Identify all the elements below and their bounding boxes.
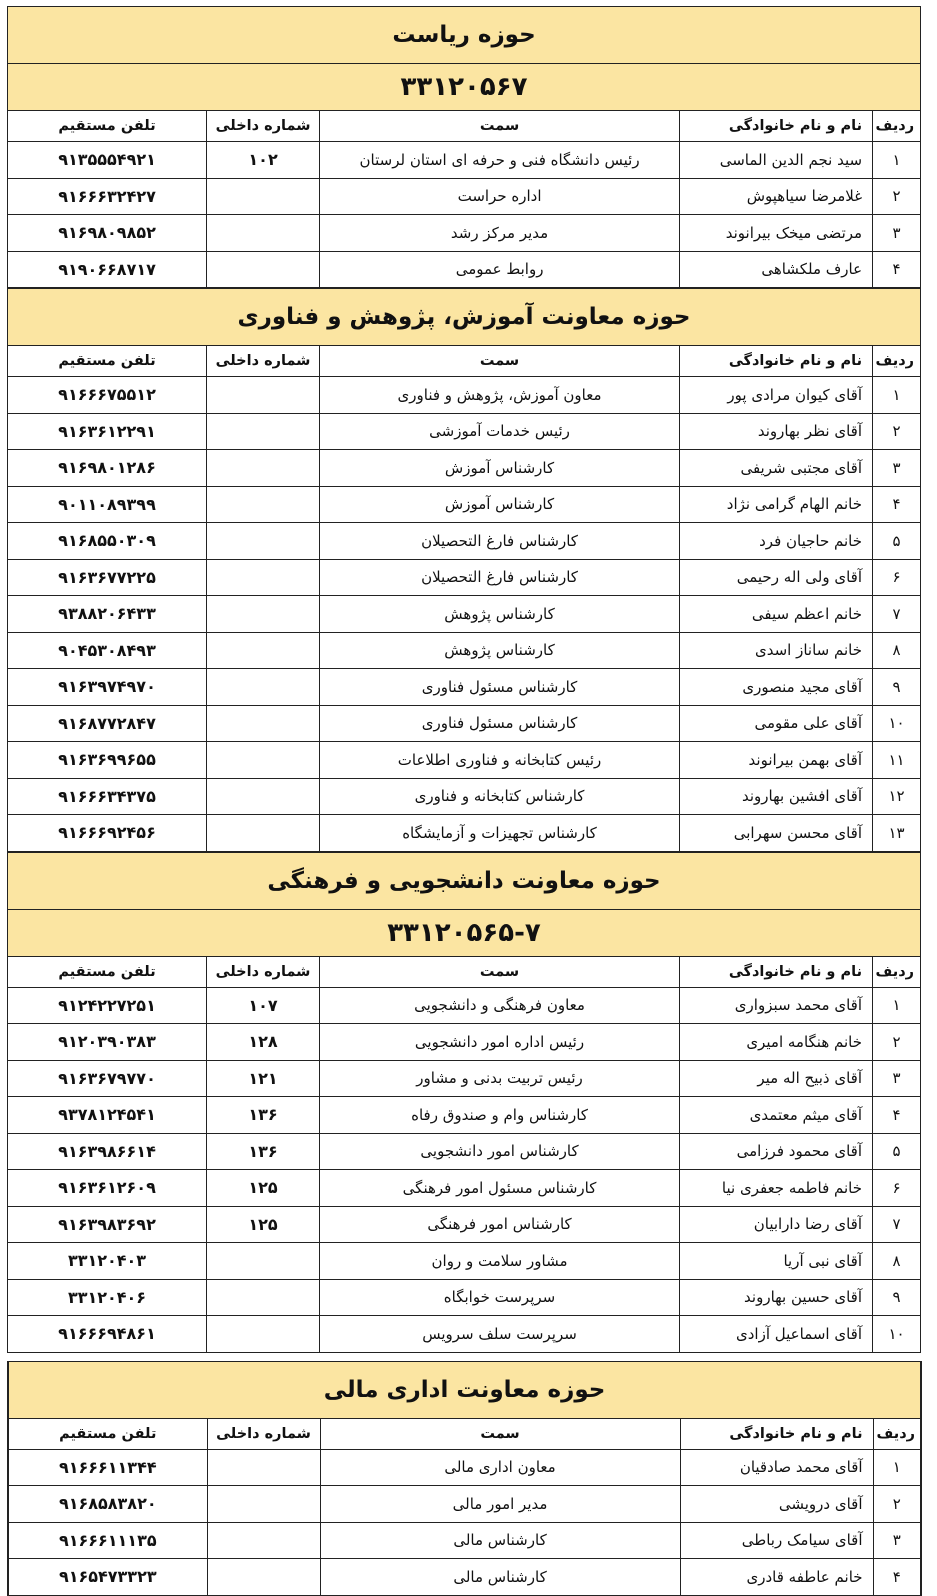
person-name: خانم حاجیان فرد xyxy=(680,523,873,560)
person-name: آقای سیامک رباطی xyxy=(680,1522,873,1559)
table-row xyxy=(8,1316,921,1353)
row-header: ردیف xyxy=(873,111,921,142)
table-row xyxy=(8,523,921,560)
extension xyxy=(207,778,320,815)
extension xyxy=(207,705,320,742)
table-row xyxy=(8,251,921,288)
position: مدیر مرکز رشد xyxy=(320,215,680,252)
person-name: آقای علی مقومی xyxy=(680,705,873,742)
person-name: سید نجم الدین الماسی xyxy=(680,142,873,179)
position: کارشناس امور فرهنگی xyxy=(320,1206,680,1243)
table-row xyxy=(8,142,921,179)
row-number: ۳ xyxy=(873,1060,921,1097)
row-number: ۴ xyxy=(873,251,921,288)
position: کارشناس فارغ التحصیلان xyxy=(320,523,680,560)
direct-phone: ۹۱۳۵۵۵۴۹۲۱ xyxy=(8,142,207,179)
position: رئیس خدمات آموزشی xyxy=(320,413,680,450)
direct-phone: ۹۱۶۶۶۱۱۳۴۴ xyxy=(8,1449,207,1486)
position: کارشناس مالی xyxy=(320,1522,680,1559)
direct-phone: ۹۱۶۳۶۱۲۲۹۱ xyxy=(8,413,207,450)
table-row xyxy=(8,1243,921,1280)
name-header: نام و نام خانوادگی xyxy=(680,346,873,377)
row-number: ۳ xyxy=(873,1522,921,1559)
direct-phone: ۹۱۶۶۶۹۴۸۶۱ xyxy=(8,1316,207,1353)
extension xyxy=(207,1486,320,1523)
row-number: ۱ xyxy=(873,987,921,1024)
person-name: آقای بهمن بیرانوند xyxy=(680,742,873,779)
direct-phone: ۹۱۶۳۹۷۴۹۷۰ xyxy=(8,669,207,706)
row-number: ۸ xyxy=(873,632,921,669)
row-number: ۸ xyxy=(873,1243,921,1280)
table-row xyxy=(8,559,921,596)
row-number: ۲ xyxy=(873,413,921,450)
direct-phone: ۹۱۶۸۵۵۰۳۰۹ xyxy=(8,523,207,560)
table-row xyxy=(8,778,921,815)
person-name: آقای محمود فرزامی xyxy=(680,1133,873,1170)
position: کارشناس مسئول امور فرهنگی xyxy=(320,1170,680,1207)
header-row xyxy=(8,956,921,987)
direct-phone: ۹۱۶۶۶۳۲۴۲۷ xyxy=(8,178,207,215)
table-row xyxy=(8,1024,921,1061)
row-number: ۴ xyxy=(873,486,921,523)
table-row xyxy=(8,815,921,852)
person-name: عارف ملکشاهی xyxy=(680,251,873,288)
position: کارشناس مسئول فناوری xyxy=(320,669,680,706)
direct-phone: ۹۰۴۵۳۰۸۴۹۳ xyxy=(8,632,207,669)
row-number: ۳ xyxy=(873,450,921,487)
direct-phone: ۳۳۱۲۰۴۰۳ xyxy=(8,1243,207,1280)
extension xyxy=(207,450,320,487)
extension: ۱۲۵ xyxy=(207,1170,320,1207)
row-number: ۲ xyxy=(873,178,921,215)
position: کارشناس امور دانشجویی xyxy=(320,1133,680,1170)
position: کارشناس مالی xyxy=(320,1559,680,1596)
direct-phone: ۹۱۶۳۶۱۲۶۰۹ xyxy=(8,1170,207,1207)
phone-header: تلفن مستقیم xyxy=(8,1418,207,1449)
person-name: خانم ساناز اسدی xyxy=(680,632,873,669)
table-row xyxy=(8,1279,921,1316)
person-name: آقای مجید منصوری xyxy=(680,669,873,706)
table-row xyxy=(8,178,921,215)
position: روابط عمومی xyxy=(320,251,680,288)
position: معاون اداری مالی xyxy=(320,1449,680,1486)
person-name: آقای ولی اله رحیمی xyxy=(680,559,873,596)
extension xyxy=(207,413,320,450)
person-name: آقای محسن سهرابی xyxy=(680,815,873,852)
person-name: آقای درویشی xyxy=(680,1486,873,1523)
position: کارشناس تجهیزات و آزمایشگاه xyxy=(320,815,680,852)
direct-phone: ۹۱۹۰۶۶۸۷۱۷ xyxy=(8,251,207,288)
direct-phone: ۹۱۶۳۹۸۳۶۹۲ xyxy=(8,1206,207,1243)
position: رئیس دانشگاه فنی و حرفه ای استان لرستان xyxy=(320,142,680,179)
extension xyxy=(207,377,320,414)
extension xyxy=(207,215,320,252)
extension xyxy=(207,669,320,706)
person-name: غلامرضا سیاهپوش xyxy=(680,178,873,215)
extension xyxy=(207,742,320,779)
position-header: سمت xyxy=(320,1418,680,1449)
row-number: ۱ xyxy=(873,142,921,179)
table-row xyxy=(8,377,921,414)
extension-header: شماره داخلی xyxy=(207,346,320,377)
table-row xyxy=(8,1133,921,1170)
phone-header: تلفن مستقیم xyxy=(8,111,207,142)
section-table xyxy=(7,1361,922,1596)
direct-phone: ۹۱۶۶۶۷۵۵۱۲ xyxy=(8,377,207,414)
position: مشاور سلامت و روان xyxy=(320,1243,680,1280)
table-row xyxy=(8,705,921,742)
direct-phone: ۹۱۶۳۹۸۶۶۱۴ xyxy=(8,1133,207,1170)
phone-header: تلفن مستقیم xyxy=(8,346,207,377)
direct-phone: ۹۱۶۳۶۷۹۷۷۰ xyxy=(8,1060,207,1097)
header-row xyxy=(8,1418,921,1449)
position: کارشناس مسئول فناوری xyxy=(320,705,680,742)
direct-phone: ۹۱۶۳۶۹۹۶۵۵ xyxy=(8,742,207,779)
direct-phone: ۹۳۸۸۲۰۶۴۳۳ xyxy=(8,596,207,633)
person-name: آقای رضا دارابیان xyxy=(680,1206,873,1243)
row-number: ۱۰ xyxy=(873,705,921,742)
row-number: ۱ xyxy=(873,1449,921,1486)
row-header: ردیف xyxy=(873,346,921,377)
row-number: ۹ xyxy=(873,1279,921,1316)
header-row xyxy=(8,111,921,142)
extension xyxy=(207,486,320,523)
section-title: حوزه معاونت دانشجویی و فرهنگی xyxy=(8,852,921,909)
person-name: آقای نبی آریا xyxy=(680,1243,873,1280)
position: معاون فرهنگی و دانشجویی xyxy=(320,987,680,1024)
row-number: ۱۲ xyxy=(873,778,921,815)
person-name: آقای اسماعیل آزادی xyxy=(680,1316,873,1353)
row-number: ۱۱ xyxy=(873,742,921,779)
section-phone-number: ۳۳۱۲۰۵۶۷ xyxy=(8,64,921,111)
table-row xyxy=(8,669,921,706)
row-number: ۲ xyxy=(873,1024,921,1061)
header-row xyxy=(8,346,921,377)
person-name: آقای حسین بهاروند xyxy=(680,1279,873,1316)
row-header: ردیف xyxy=(873,1418,921,1449)
extension-header: شماره داخلی xyxy=(207,1418,320,1449)
position: سرپرست خوابگاه xyxy=(320,1279,680,1316)
position-header: سمت xyxy=(320,111,680,142)
table-row xyxy=(8,486,921,523)
table-row xyxy=(8,1060,921,1097)
section-table xyxy=(7,6,921,288)
table-row xyxy=(8,632,921,669)
table-row xyxy=(8,215,921,252)
row-number: ۲ xyxy=(873,1486,921,1523)
position: کارشناس آموزش xyxy=(320,450,680,487)
position: رئیس تربیت بدنی و مشاور xyxy=(320,1060,680,1097)
section-title: حوزه معاونت آموزش، پژوهش و فناوری xyxy=(8,289,921,346)
table-row xyxy=(8,1097,921,1134)
direct-phone: ۹۱۶۹۸۰۱۲۸۶ xyxy=(8,450,207,487)
position: کارشناس وام و صندوق رفاه xyxy=(320,1097,680,1134)
phone-header: تلفن مستقیم xyxy=(8,956,207,987)
direct-phone: ۹۱۶۶۶۹۲۴۵۶ xyxy=(8,815,207,852)
table-row xyxy=(8,1170,921,1207)
person-name: آقای محمد سبزواری xyxy=(680,987,873,1024)
name-header: نام و نام خانوادگی xyxy=(680,1418,873,1449)
table-row xyxy=(8,1206,921,1243)
row-number: ۶ xyxy=(873,559,921,596)
direct-phone: ۹۱۶۸۵۸۳۸۲۰ xyxy=(8,1486,207,1523)
direct-phone: ۹۱۲۰۳۹۰۳۸۳ xyxy=(8,1024,207,1061)
person-name: خانم عاطفه قادری xyxy=(680,1559,873,1596)
extension: ۱۳۶ xyxy=(207,1097,320,1134)
position: کارشناس کتابخانه و فناوری xyxy=(320,778,680,815)
table-row xyxy=(8,742,921,779)
row-number: ۴ xyxy=(873,1559,921,1596)
extension: ۱۳۶ xyxy=(207,1133,320,1170)
person-name: آقای ذبیح اله میر xyxy=(680,1060,873,1097)
table-row xyxy=(8,987,921,1024)
position: کارشناس پژوهش xyxy=(320,632,680,669)
row-number: ۹ xyxy=(873,669,921,706)
extension xyxy=(207,559,320,596)
extension xyxy=(207,1449,320,1486)
row-number: ۶ xyxy=(873,1170,921,1207)
row-header: ردیف xyxy=(873,956,921,987)
position: اداره حراست xyxy=(320,178,680,215)
direct-phone: ۹۰۱۱۰۸۹۳۹۹ xyxy=(8,486,207,523)
name-header: نام و نام خانوادگی xyxy=(680,956,873,987)
table-row xyxy=(8,450,921,487)
person-name: مرتضی میخک بیرانوند xyxy=(680,215,873,252)
position: رئیس کتابخانه و فناوری اطلاعات xyxy=(320,742,680,779)
row-number: ۵ xyxy=(873,1133,921,1170)
row-number: ۱۳ xyxy=(873,815,921,852)
position-header: سمت xyxy=(320,346,680,377)
phone-directory xyxy=(7,6,920,1596)
person-name: آقای کیوان مرادی پور xyxy=(680,377,873,414)
direct-phone: ۳۳۱۲۰۴۰۶ xyxy=(8,1279,207,1316)
position: کارشناس فارغ التحصیلان xyxy=(320,559,680,596)
direct-phone: ۹۱۶۸۷۷۲۸۴۷ xyxy=(8,705,207,742)
extension xyxy=(207,251,320,288)
section-table xyxy=(7,852,921,1353)
table-row xyxy=(8,1522,921,1559)
person-name: آقای افشین بهاروند xyxy=(680,778,873,815)
table-row xyxy=(8,1449,921,1486)
name-header: نام و نام خانوادگی xyxy=(680,111,873,142)
direct-phone: ۹۳۷۸۱۲۴۵۴۱ xyxy=(8,1097,207,1134)
direct-phone: ۹۱۶۳۶۷۷۲۲۵ xyxy=(8,559,207,596)
extension xyxy=(207,815,320,852)
section-title: حوزه معاونت اداری مالی xyxy=(8,1361,921,1418)
person-name: خانم فاطمه جعفری نیا xyxy=(680,1170,873,1207)
extension: ۱۲۱ xyxy=(207,1060,320,1097)
extension xyxy=(207,596,320,633)
table-row xyxy=(8,1559,921,1596)
extension xyxy=(207,1559,320,1596)
section-table xyxy=(7,288,921,852)
extension-header: شماره داخلی xyxy=(207,956,320,987)
position: معاون آموزش، پژوهش و فناوری xyxy=(320,377,680,414)
extension xyxy=(207,632,320,669)
row-number: ۳ xyxy=(873,215,921,252)
position-header: سمت xyxy=(320,956,680,987)
position: رئیس اداره امور دانشجویی xyxy=(320,1024,680,1061)
extension: ۱۲۵ xyxy=(207,1206,320,1243)
person-name: آقای محمد صادقیان xyxy=(680,1449,873,1486)
extension-header: شماره داخلی xyxy=(207,111,320,142)
table-row xyxy=(8,413,921,450)
row-number: ۱ xyxy=(873,377,921,414)
extension: ۱۰۷ xyxy=(207,987,320,1024)
table-row xyxy=(8,596,921,633)
direct-phone: ۹۱۲۴۲۲۷۲۵۱ xyxy=(8,987,207,1024)
person-name: خانم هنگامه امیری xyxy=(680,1024,873,1061)
direct-phone: ۹۱۶۶۶۱۱۱۳۵ xyxy=(8,1522,207,1559)
person-name: خانم الهام گرامی نژاد xyxy=(680,486,873,523)
position: سرپرست سلف سرویس xyxy=(320,1316,680,1353)
direct-phone: ۹۱۶۹۸۰۹۸۵۲ xyxy=(8,215,207,252)
person-name: خانم اعظم سیفی xyxy=(680,596,873,633)
person-name: آقای میثم معتمدی xyxy=(680,1097,873,1134)
direct-phone: ۹۱۶۶۶۳۴۳۷۵ xyxy=(8,778,207,815)
position: کارشناس پژوهش xyxy=(320,596,680,633)
person-name: آقای مجتبی شریفی xyxy=(680,450,873,487)
extension: ۱۰۲ xyxy=(207,142,320,179)
extension: ۱۲۸ xyxy=(207,1024,320,1061)
row-number: ۱۰ xyxy=(873,1316,921,1353)
position: کارشناس آموزش xyxy=(320,486,680,523)
section-phone-number: ۳۳۱۲۰۵۶۵-۷ xyxy=(8,909,921,956)
position: مدیر امور مالی xyxy=(320,1486,680,1523)
row-number: ۷ xyxy=(873,1206,921,1243)
extension xyxy=(207,178,320,215)
row-number: ۵ xyxy=(873,523,921,560)
extension xyxy=(207,523,320,560)
table-row xyxy=(8,1486,921,1523)
extension xyxy=(207,1316,320,1353)
person-name: آقای نظر بهاروند xyxy=(680,413,873,450)
row-number: ۴ xyxy=(873,1097,921,1134)
extension xyxy=(207,1243,320,1280)
section-title: حوزه ریاست xyxy=(8,7,921,64)
extension xyxy=(207,1279,320,1316)
row-number: ۷ xyxy=(873,596,921,633)
direct-phone: ۹۱۶۵۴۷۳۳۲۳ xyxy=(8,1559,207,1596)
extension xyxy=(207,1522,320,1559)
